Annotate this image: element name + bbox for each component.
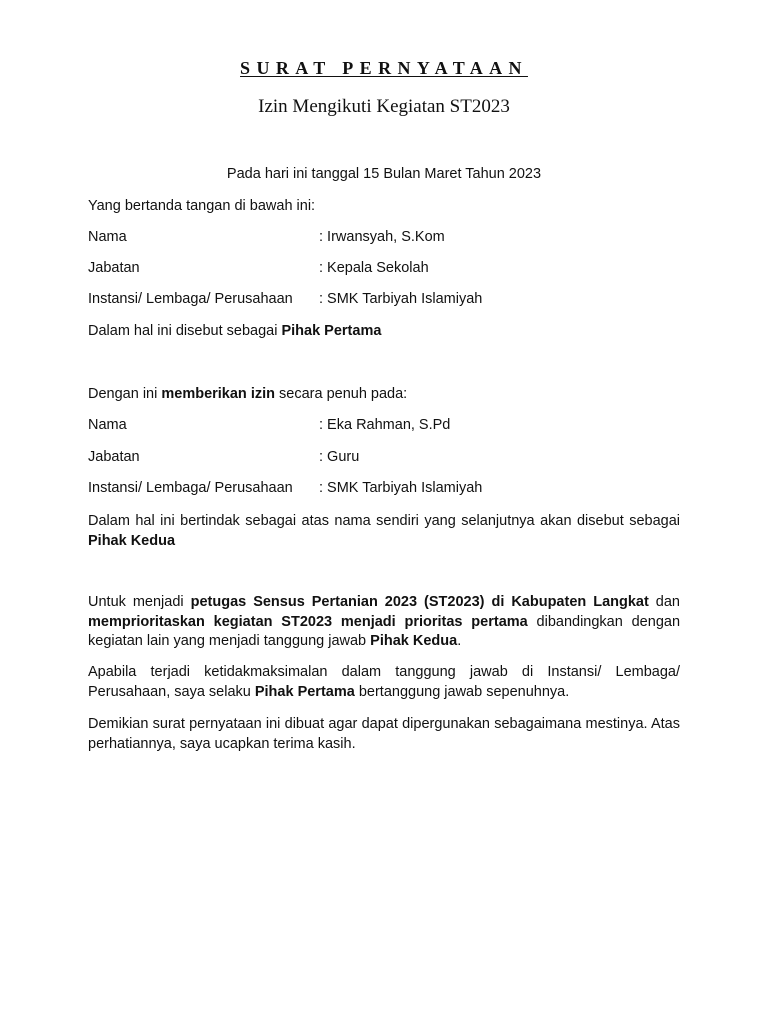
party1-designation-bold: Pihak Pertama (281, 323, 382, 339)
responsibility-paragraph: Apabila terjadi ketidakmaksimalan dalam tanggung jawab di Instansi/ Lembaga/ Perusahaan, saya selaku Pihak Pertama bertanggung jawab sepenuhnya. (88, 664, 680, 700)
date-line: Pada hari ini tanggal 15 Bulan Maret Tahun 2023 (226, 166, 542, 182)
party1-position-value: : Kepala Sekolah (319, 260, 429, 276)
party1-institution-value: : SMK Tarbiyah Islamiyah (319, 291, 483, 307)
party2-designation: Dalam hal ini bertindak sebagai atas nama sendiri yang selanjutnya akan disebut sebagai Pihak Kedua (88, 513, 680, 549)
party2-institution-value: : SMK Tarbiyah Islamiyah (319, 480, 483, 496)
party1-institution-label: Instansi/ Lembaga/ Perusahaan (88, 291, 293, 307)
party2-name-value: : Eka Rahman, S.Pd (319, 417, 451, 433)
party1-position-label: Jabatan (88, 260, 140, 276)
party1-name-label: Nama (88, 229, 127, 245)
party2-name-label: Nama (88, 417, 127, 433)
party1-name-value: : Irwansyah, S.Kom (319, 229, 445, 245)
letter-title: SURAT PERNYATAAN (240, 58, 528, 78)
permission-bold: memberikan izin (161, 386, 275, 402)
closing-paragraph: Demikian surat pernyataan ini dibuat agar dapat dipergunakan sebagaimana mestinya. Atas perhatiannya, saya ucapkan terima kasih. (88, 716, 680, 752)
permission-intro: Dengan ini memberikan izin secara penuh pada: (88, 386, 408, 402)
party2-institution-label: Instansi/ Lembaga/ Perusahaan (88, 480, 293, 496)
party2-position-label: Jabatan (88, 449, 140, 465)
party2-designation-bold: Pihak Kedua (88, 532, 176, 549)
party1-designation: Dalam hal ini disebut sebagai Pihak Pertama (88, 323, 382, 339)
letter-subtitle: Izin Mengikuti Kegiatan ST2023 (258, 96, 510, 117)
party2-position-value: : Guru (319, 449, 360, 465)
purpose-paragraph: Untuk menjadi petugas Sensus Pertanian 2023 (ST2023) di Kabupaten Langkat dan memprioritaskan kegiatan ST2023 menjadi prioritas pertama dibandingkan dengan kegiatan lain yang menjadi tanggung jawab Pihak Kedua. (88, 594, 681, 649)
intro-line: Yang bertanda tangan di bawah ini: (88, 198, 316, 214)
